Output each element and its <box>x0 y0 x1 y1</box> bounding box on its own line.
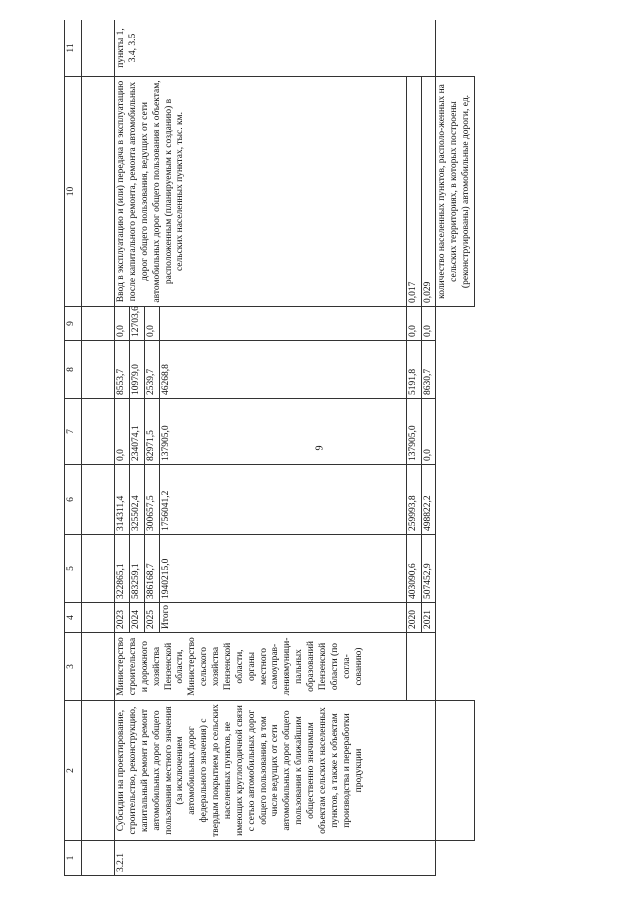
value-cell: 1756041,2 <box>159 465 406 535</box>
blank-cell <box>436 20 475 77</box>
table-row <box>436 20 475 876</box>
table-row <box>82 20 115 876</box>
value-cell: 5191,8 <box>406 341 421 399</box>
value-cell: 137905,0 <box>406 399 421 465</box>
value-cell: 0,0 <box>115 399 130 465</box>
value-cell: 0,0 <box>115 307 130 341</box>
measure-description: Субсидии на проектирование, строительство, реконструкцию, капитальный ремонт и ремонт автомобильных дорог общего пользования местного значения (за исключением автомобильных дорог федерального значения) с твердым покрытием до сельских населенных пунктов, не имеющих круглогодичной связи с сетью автомобильных дорог общего пользования, в том числе ведущих от сети автомобильных дорог общего пользования к ближайшим общественно значимым объектам сельских населенных пунктов, а также к объектам производства и переработки продукции <box>115 701 436 841</box>
blank-cell <box>436 633 475 701</box>
spacer-cell <box>82 307 115 341</box>
value-cell: 0,0 <box>406 307 421 341</box>
header-cell: 9 <box>65 307 82 341</box>
value-cell: 8630,7 <box>421 341 436 399</box>
empty-cell <box>406 633 436 701</box>
value-cell: 0,0 <box>421 399 436 465</box>
year-cell: Итого <box>159 603 406 633</box>
program-table <box>64 20 475 876</box>
blank-cell <box>436 535 475 603</box>
value-cell: 1940215,0 <box>159 535 406 603</box>
rotated-table-container <box>64 20 556 876</box>
value-cell: 0,0 <box>421 307 436 341</box>
value-cell: 314311,4 <box>115 465 130 535</box>
spacer-cell <box>82 603 115 633</box>
value-cell: 386168,7 <box>144 535 159 603</box>
spacer-cell <box>82 341 115 399</box>
spacer-cell <box>82 701 115 841</box>
row-number: 3.2.1 <box>115 841 436 876</box>
value-cell: 0,029 <box>421 77 436 307</box>
value-cell: 300657,5 <box>144 465 159 535</box>
year-cell: 2024 <box>129 603 144 633</box>
value-cell: 82971,5 <box>144 399 159 465</box>
header-cell: 1 <box>65 841 82 876</box>
value-cell: 498822,2 <box>421 465 436 535</box>
spacer-cell <box>82 535 115 603</box>
header-cell: 11 <box>65 20 82 77</box>
header-cell: 7 <box>65 399 82 465</box>
header-cell: 10 <box>65 77 82 307</box>
header-row <box>65 20 82 876</box>
value-cell: 259993,8 <box>406 465 421 535</box>
blank-cell <box>436 399 475 465</box>
spacer-cell <box>82 399 115 465</box>
table-row <box>115 20 130 876</box>
blank-cell <box>436 603 475 633</box>
table-viewport <box>64 20 556 876</box>
spacer-cell <box>82 77 115 307</box>
year-cell: 2023 <box>115 603 130 633</box>
blank-cell <box>436 841 475 876</box>
executor-cell: Министерство строительства и дорожного хозяйства Пензенской области, Министерство сельского хозяйства Пензенской области, органы местного самоуправ-лениямуници-пальных образований Пензенской области (по согла-сованию) <box>115 633 407 701</box>
year-cell: 2021 <box>421 603 436 633</box>
blank-cell <box>436 465 475 535</box>
blank-cell <box>436 307 475 341</box>
value-cell: 10979,0 <box>129 341 144 399</box>
header-cell: 5 <box>65 535 82 603</box>
value-cell: 2539,7 <box>144 341 159 399</box>
spacer-cell <box>82 465 115 535</box>
value-cell: 0,017 <box>406 77 421 307</box>
spacer-cell <box>82 841 115 876</box>
value-cell: 583259,1 <box>129 535 144 603</box>
header-cell: 4 <box>65 603 82 633</box>
value-cell <box>159 307 406 341</box>
header-cell: 3 <box>65 633 82 701</box>
value-cell: 234074,1 <box>129 399 144 465</box>
page-number: 9 <box>314 445 326 451</box>
blank-cell <box>436 341 475 399</box>
value-cell: 322865,1 <box>115 535 130 603</box>
header-cell: 8 <box>65 341 82 399</box>
indicator-cell: Ввод в эксплуатацию и (или) передача в эксплуатацию после капитального ремонта, ремонта автомобильных дорог общего пользования, ведущих от сети автомобильных дорог общего пользования к объектам, расположенным (планируемым к созданию) в сельских населенных пунктах, тыс. км. <box>115 77 407 307</box>
value-cell: 137905,0 <box>159 399 406 465</box>
spacer-cell <box>82 633 115 701</box>
spacer-cell <box>82 20 115 77</box>
year-cell: 2025 <box>144 603 159 633</box>
value-cell: 46268,8 <box>159 341 406 399</box>
header-cell: 6 <box>65 465 82 535</box>
value-cell: 403090,6 <box>406 535 421 603</box>
value-cell: 0,0 <box>144 307 159 341</box>
year-cell: 2020 <box>406 603 421 633</box>
header-cell: 2 <box>65 701 82 841</box>
value-cell: 325502,4 <box>129 465 144 535</box>
value-cell: 507452,9 <box>421 535 436 603</box>
indicator-cell: количество населенных пунктов, располо-женных на сельских территориях, в которых построены (реконструированы) автомобильные дороги, ед. <box>436 77 475 307</box>
points-cell: пункты 1, 3.4, 3.5 <box>115 20 436 77</box>
value-cell: 8553,7 <box>115 341 130 399</box>
value-cell: 12703,6 <box>129 307 144 341</box>
description-overflow <box>436 701 475 841</box>
